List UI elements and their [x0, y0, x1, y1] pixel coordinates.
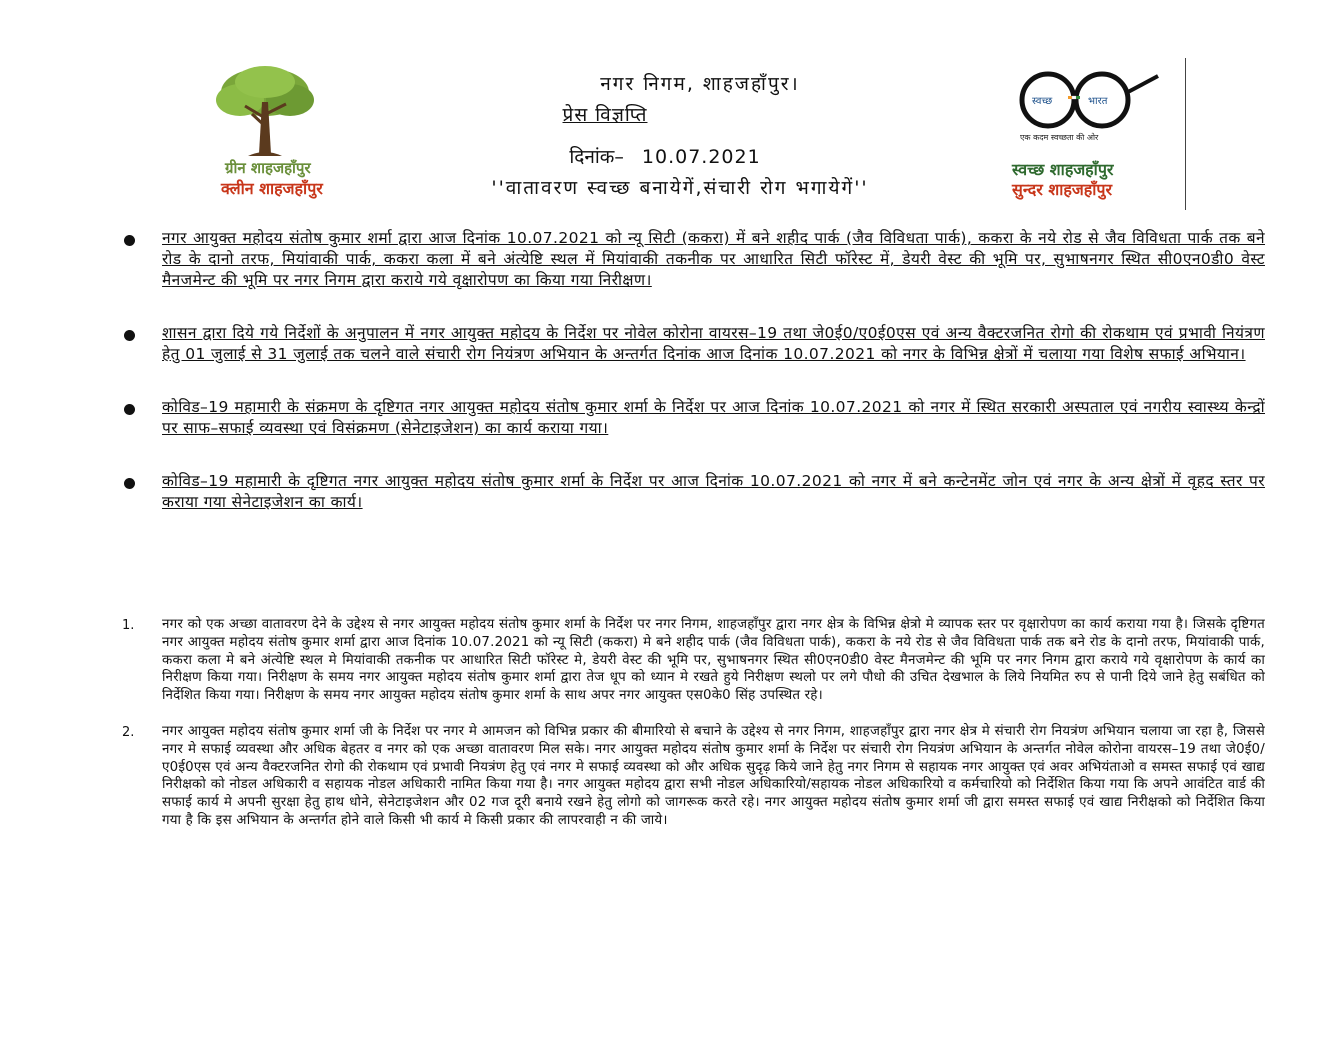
highlight-item: [120, 228, 1265, 291]
swachh-word: स्वच्छ: [1032, 96, 1053, 107]
bharat-word: भारत: [1088, 96, 1108, 107]
highlight-item: [120, 397, 1265, 439]
press-release-title: प्रेस विज्ञप्ति: [562, 104, 648, 126]
detail-number: 2.: [122, 724, 135, 740]
highlights-list: [120, 228, 1265, 545]
details-list: [120, 616, 1265, 848]
highlight-text: कोविड–19 महामारी के दृष्टिगत नगर आयुक्त महोदय संतोष कुमार शर्मा के निर्देश पर आज दिनांक 10.07.2021 को नगर में बने कन्टेनमेंट जोन एवं नगर के अन्य क्षेत्रों में वृहद स्तर पर कराया गया सेनेटाइजेशन का कार्य।: [162, 472, 1265, 511]
green-shahjahanpur-text: ग्रीन शाहजहाँपुर: [225, 159, 311, 177]
bullet-icon: [124, 478, 135, 489]
date-value: 10.07.2021: [641, 146, 761, 168]
highlight-text: शासन द्वारा दिये गये निर्देशों के अनुपालन में नगर आयुक्त महोदय के निर्देश पर नोवेल कोरोना वायरस–19 तथा जे0ई0/ए0ई0एस एवं अन्य वैक्टरजनित रोगो की रोकथाम एवं प्रभावी नियंत्रण हेतु 01 जुलाई से 31 जुलाई तक चलने वाले संचारी रोग नियंत्रण अभियान के अन्तर्गत दिनांक आज दिनांक 10.07.2021 को नगर के विभिन्न क्षेत्रों में चलाया गया विशेष सफाई अभियान।: [162, 324, 1265, 363]
highlight-text: नगर आयुक्त महोदय संतोष कुमार शर्मा द्वारा आज दिनांक 10.07.2021 को न्यू सिटी (ककरा) में बने शहीद पार्क (जैव विविधता पार्क), ककरा के नये रोड से जैव विविधता पार्क तक बने रोड के दानो तरफ, मियांवाकी पार्क, ककरा कला में बने अंत्येष्टि स्थल में मियांवाकी तकनीक पर आधारित सिटी फॉरेस्ट में, डेयरी वेस्ट की भूमि पर, सुभाषनगर स्थित सी0एन0डी0 वेस्ट मैनजमेन्ट की भूमि पर नगर निगम द्वारा कराये गये वृक्षारोपण का किया गया निरीक्षण।: [162, 229, 1265, 289]
detail-number: 1.: [122, 618, 135, 633]
clean-shahjahanpur-text: क्लीन शाहजहाँपुर: [221, 179, 323, 198]
detail-item: [120, 616, 1265, 705]
header-center: [400, 70, 960, 201]
org-name: नगर निगम, शाहजहाँपुर।: [600, 73, 800, 95]
detail-text: नगर आयुक्त महोदय संतोष कुमार शर्मा जी के निर्देश पर नगर मे आमजन को विभिन्न प्रकार की बीमारियो से बचाने के उद्देश्य से नगर निगम, शाहजहाँपुर द्वारा नगर क्षेत्र मे संचारी रोग नियत्रंण अभियान चलाया जा रहा है, जिससे नगर मे सफाई व्यवस्था और अधिक बेहतर व नगर को एक अच्छा वातावरण मिल सके। नगर आयुक्त महोदय संतोष कुमार शर्मा के निर्देश पर संचारी रोग नियत्रंण अभियान के अन्तर्गत नोवेल कोरोना वायरस–19 तथा जे0ई0/ए0ई0एस एवं अन्य वैक्टरजनित रोगो की रोकथाम एवं प्रभावी नियत्रंण हेतु एवं नगर मे सफाई व्यवस्था को और अधिक सुदृढ़ किये जाने हेतु नगर निगम से सहायक नगर आयुक्त एवं अवर अभियंताओ व समस्त सफाई एवं खाद्य निरीक्षको को नोडल अधिकारी व सहायक नोडल अधिकारी नामित किया गया है। नगर आयुक्त महोदय द्वारा सभी नोडल अधिकारियो/सहायक नोडल अधिकारियो व कर्मचारियो को निर्देशित किया गया कि अपने आवंटित वार्ड की सफाई कार्य मे अपनी सुरक्षा हेतु हाथ धोने, सेनेटाइजेशन और 02 गज दूरी बनाये रखने हेतु लोगो को जागरूक करते रहे। नगर आयुक्त महोदय संतोष कुमार शर्मा जी द्वारा समस्त सफाई एवं खाद्य निरीक्षको को निर्देशित किया गया है कि इस अभियान के अन्तर्गत होने वाले किसी भी कार्य मे किसी प्रकार की लापरवाही न की जाये।: [162, 723, 1265, 828]
green-shahjahanpur-logo: [195, 62, 335, 202]
slogan: ''वातावरण स्वच्छ बनायेगें,संचारी रोग भगायेगें'': [491, 177, 869, 199]
swachh-bharat-glasses-icon: [1010, 70, 1160, 132]
date-label: दिनांक–: [569, 146, 624, 168]
sundar-shahjahanpur-text: सुन्दर शाहजहाँपुर: [1012, 180, 1113, 199]
swachh-shahjahanpur-text: स्वच्छ शाहजहाँपुर: [1012, 160, 1114, 179]
swachh-bharat-caption: एक कदम स्वच्छता की ओर: [1020, 133, 1099, 142]
detail-text: नगर को एक अच्छा वातावरण देने के उद्देश्य से नगर आयुक्त महोदय संतोष कुमार शर्मा के निर्देश पर नगर निगम, शाहजहाँपुर द्वारा नगर क्षेत्र के विभिन्न क्षेत्रो मे व्यापक स्तर पर वृक्षारोपण का कार्य कराया गया है। जिसके दृष्टिगत नगर आयुक्त महोदय संतोष कुमार शर्मा द्वारा आज दिनांक 10.07.2021 को न्यू सिटी (ककरा) मे बने शहीद पार्क (जैव विविधता पार्क), ककरा के नये रोड से जैव विविधता पार्क तक बने रोड के दानो तरफ, मियांवाकी पार्क, ककरा कला मे बने अंत्येष्टि स्थल मे मियांवाकी तकनीक पर आधारित सिटी फॉरेस्ट मे, डेयरी वेस्ट की भूमि पर, सुभाषनगर स्थित सी0एन0डी0 वेस्ट मैनजमेन्ट की भूमि पर नगर निगम द्वारा कराये गये वृक्षारोपण के कार्य का निरीक्षण किया गया। निरीक्षण के समय नगर आयुक्त महोदय संतोष कुमार शर्मा द्वारा तेज धूप को ध्यान मे रखते हुये निरीक्षण स्थलो पर लगे पौधो की उचित देखभाल के लिये नियमित रुप से पानी दिये जाने हेतु सबंधित को निर्देशित किया गया। निरीक्षण के समय नगर आयुक्त महोदय संतोष कुमार शर्मा के साथ अपर नगर आयुक्त एस0के0 सिंह उपस्थित रहे।: [162, 617, 1265, 704]
detail-item: [120, 723, 1265, 830]
swachh-bharat-logo: [1010, 70, 1160, 210]
header-divider: [1185, 58, 1186, 210]
bullet-icon: [124, 330, 135, 341]
highlight-text: कोविड–19 महामारी के संक्रमण के दृष्टिगत नगर आयुक्त महोदय संतोष कुमार शर्मा के निर्देश पर आज दिनांक 10.07.2021 को नगर में स्थित सरकारी अस्पताल एवं नगरीय स्वास्थ्य केन्द्रों पर साफ–सफाई व्यवस्था एवं विसंक्रमण (सेनेटाइजेशन) का कार्य कराया गया।: [162, 398, 1265, 437]
bullet-icon: [124, 235, 135, 246]
letterhead: [0, 0, 1340, 220]
highlight-item: [120, 323, 1265, 365]
bullet-icon: [124, 404, 135, 415]
date-line: [370, 143, 960, 171]
highlight-item: [120, 471, 1265, 513]
